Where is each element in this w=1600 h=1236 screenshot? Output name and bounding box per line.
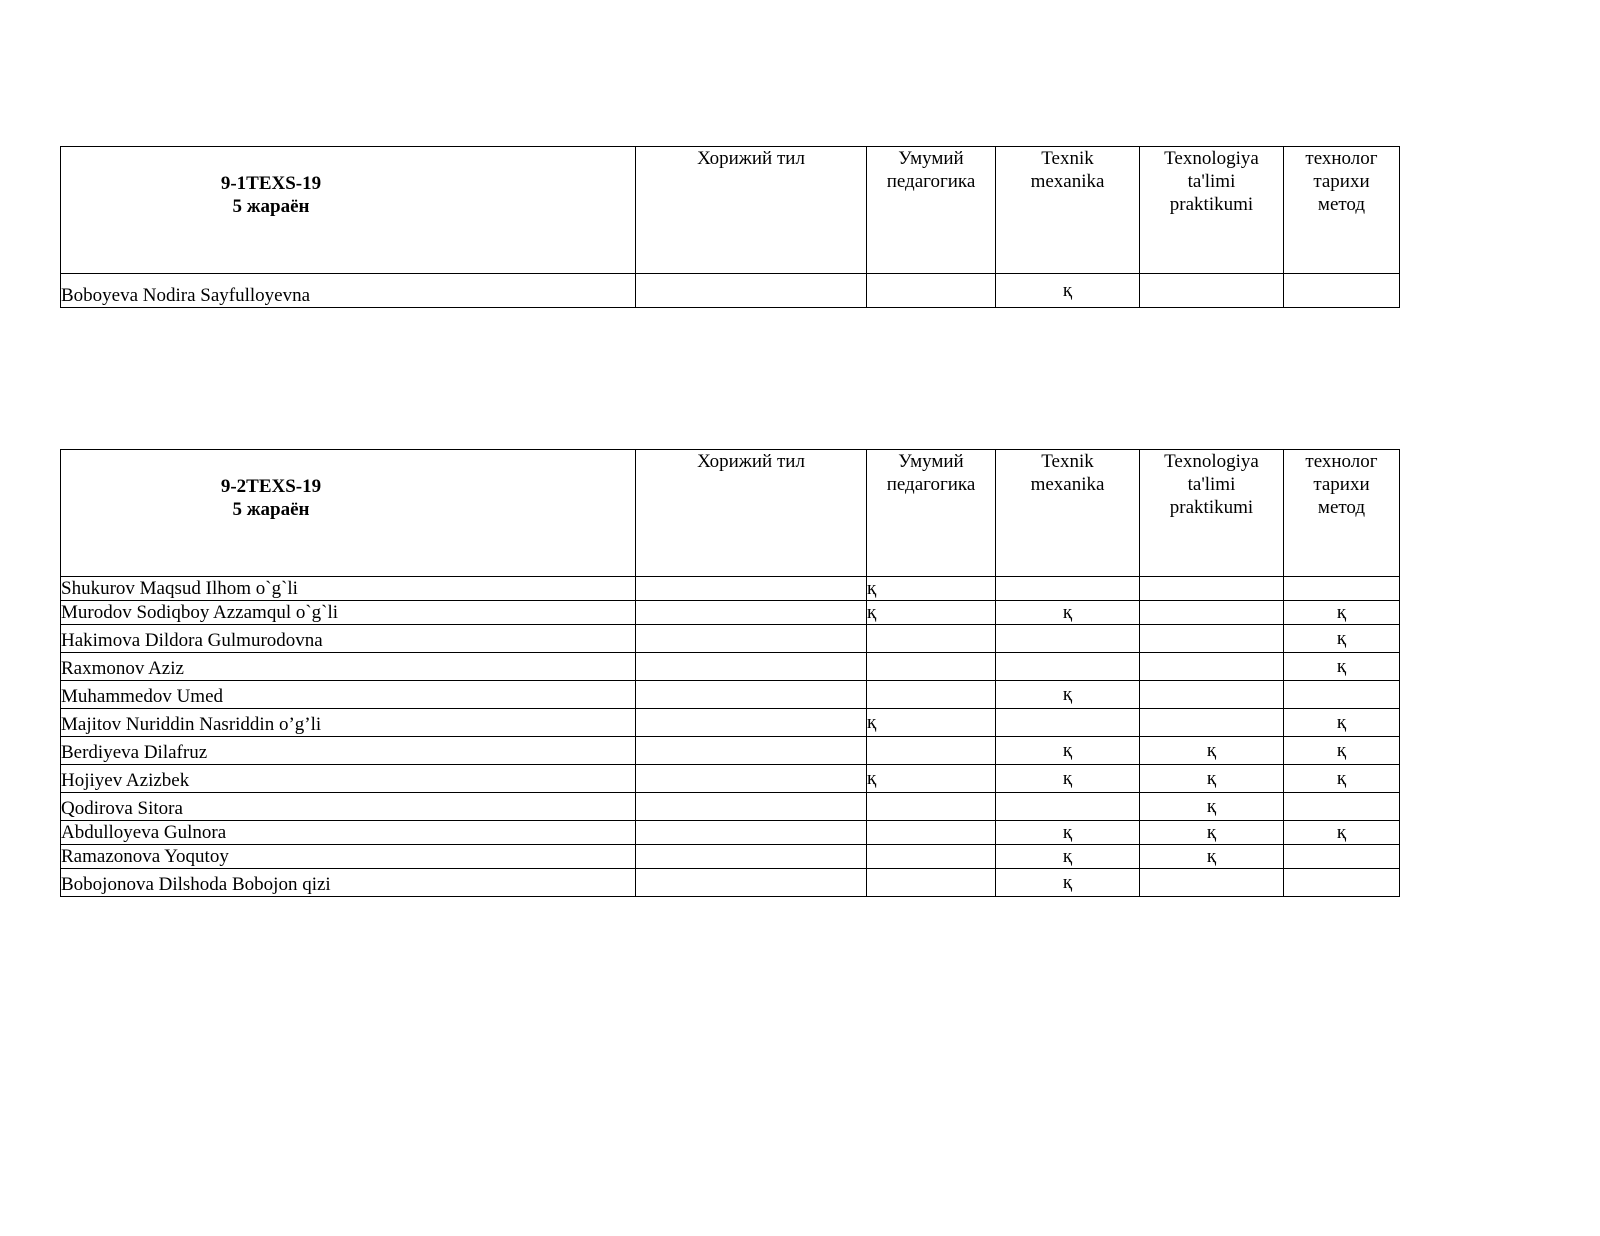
grade-mark bbox=[1140, 709, 1284, 737]
grade-mark: қ bbox=[867, 577, 996, 601]
subject-label: Умумий педагогика bbox=[886, 451, 976, 495]
subject-label: технолог тарихи метод bbox=[1305, 451, 1378, 518]
grade-mark bbox=[636, 869, 867, 897]
grade-mark: қ bbox=[1284, 709, 1400, 737]
grade-mark bbox=[636, 653, 867, 681]
subject-header bbox=[867, 147, 996, 274]
grade-mark bbox=[1140, 274, 1284, 308]
grade-mark bbox=[1140, 869, 1284, 897]
grade-mark: қ bbox=[1284, 625, 1400, 653]
grade-mark bbox=[636, 274, 867, 308]
grade-mark: қ bbox=[1140, 737, 1284, 765]
grade-mark bbox=[1284, 793, 1400, 821]
subject-label: Texnik mexanika bbox=[1030, 451, 1105, 495]
subject-header bbox=[1284, 147, 1400, 274]
student-name: Muhammedov Umed bbox=[61, 681, 636, 709]
grade-mark: қ bbox=[867, 765, 996, 793]
grade-mark: қ bbox=[1284, 653, 1400, 681]
grade-mark: қ bbox=[996, 601, 1140, 625]
student-name: Bobojonova Dilshoda Bobojon qizi bbox=[61, 869, 636, 897]
table-row bbox=[61, 274, 1400, 308]
table-row bbox=[61, 845, 1400, 869]
subject-header bbox=[1140, 147, 1284, 274]
table-row bbox=[61, 625, 1400, 653]
subject-header bbox=[1140, 450, 1284, 577]
grade-mark bbox=[867, 681, 996, 709]
table-row bbox=[61, 737, 1400, 765]
grade-mark bbox=[867, 869, 996, 897]
grade-mark: қ bbox=[1284, 737, 1400, 765]
grade-mark bbox=[996, 577, 1140, 601]
grade-mark: қ bbox=[996, 765, 1140, 793]
subject-header bbox=[1284, 450, 1400, 577]
grade-mark: қ bbox=[867, 601, 996, 625]
grade-mark: қ bbox=[996, 737, 1140, 765]
grade-mark bbox=[636, 681, 867, 709]
table-row bbox=[61, 681, 1400, 709]
grade-mark bbox=[867, 845, 996, 869]
group-name: 9-1TEXS-19 bbox=[220, 173, 322, 194]
subject-header bbox=[636, 450, 867, 577]
grade-mark: қ bbox=[867, 709, 996, 737]
student-name: Qodirova Sitora bbox=[61, 793, 636, 821]
grade-mark: қ bbox=[1284, 821, 1400, 845]
grade-mark bbox=[636, 793, 867, 821]
table-header-row bbox=[61, 147, 1400, 274]
grade-mark bbox=[1140, 653, 1284, 681]
grade-mark: қ bbox=[1284, 765, 1400, 793]
grade-mark bbox=[1284, 577, 1400, 601]
grade-mark bbox=[996, 793, 1140, 821]
group-subtitle: 5 жараён bbox=[232, 196, 310, 217]
grade-mark bbox=[636, 737, 867, 765]
grade-mark bbox=[1140, 601, 1284, 625]
grade-table-2 bbox=[60, 449, 1400, 897]
subject-header bbox=[996, 147, 1140, 274]
table-row bbox=[61, 709, 1400, 737]
table-row bbox=[61, 869, 1400, 897]
grade-mark bbox=[636, 577, 867, 601]
subject-label: Хорижий тил bbox=[697, 451, 805, 472]
grade-mark bbox=[867, 821, 996, 845]
student-name: Raxmonov Aziz bbox=[61, 653, 636, 681]
table-body bbox=[61, 274, 1400, 308]
grade-mark bbox=[867, 793, 996, 821]
grade-mark bbox=[636, 625, 867, 653]
subject-header bbox=[867, 450, 996, 577]
grade-mark: қ bbox=[1140, 845, 1284, 869]
grade-mark bbox=[867, 625, 996, 653]
subject-label: Texnik mexanika bbox=[1030, 148, 1105, 192]
group-subtitle: 5 жараён bbox=[232, 499, 310, 520]
table-row bbox=[61, 653, 1400, 681]
grade-mark bbox=[636, 601, 867, 625]
grade-mark: қ bbox=[996, 869, 1140, 897]
grade-mark: қ bbox=[996, 681, 1140, 709]
grade-mark bbox=[1284, 274, 1400, 308]
group-header-cell bbox=[61, 147, 636, 274]
grade-mark bbox=[996, 653, 1140, 681]
student-name: Ramazonova Yoqutoy bbox=[61, 845, 636, 869]
grade-mark: қ bbox=[1140, 793, 1284, 821]
grade-mark bbox=[867, 274, 996, 308]
student-name: Shukurov Maqsud Ilhom o`g`li bbox=[61, 577, 636, 601]
table-row bbox=[61, 793, 1400, 821]
grade-mark: қ bbox=[996, 821, 1140, 845]
student-name: Hojiyev Azizbek bbox=[61, 765, 636, 793]
grade-mark bbox=[1284, 869, 1400, 897]
subject-label: Texnologiya ta'limi praktikumi bbox=[1164, 148, 1259, 215]
subject-label: Умумий педагогика bbox=[886, 148, 976, 192]
grade-mark bbox=[996, 625, 1140, 653]
grade-mark bbox=[996, 709, 1140, 737]
table-row bbox=[61, 765, 1400, 793]
grade-mark bbox=[1140, 577, 1284, 601]
grade-mark: қ bbox=[996, 845, 1140, 869]
subject-label: Хорижий тил bbox=[697, 148, 805, 169]
grade-mark bbox=[636, 845, 867, 869]
student-name: Abdulloyeva Gulnora bbox=[61, 821, 636, 845]
table-row bbox=[61, 601, 1400, 625]
grade-mark bbox=[1140, 681, 1284, 709]
student-name: Hakimova Dildora Gulmurodovna bbox=[61, 625, 636, 653]
grade-mark bbox=[867, 737, 996, 765]
grade-mark bbox=[1284, 845, 1400, 869]
group-name: 9-2TEXS-19 bbox=[220, 476, 322, 497]
student-name: Majitov Nuriddin Nasriddin o’g’li bbox=[61, 709, 636, 737]
group-header-cell bbox=[61, 450, 636, 577]
grade-mark: қ bbox=[1140, 821, 1284, 845]
student-name: Berdiyeva Dilafruz bbox=[61, 737, 636, 765]
grade-mark bbox=[636, 709, 867, 737]
subject-header bbox=[996, 450, 1140, 577]
grade-mark bbox=[636, 765, 867, 793]
subject-label: Texnologiya ta'limi praktikumi bbox=[1164, 451, 1259, 518]
grade-mark bbox=[867, 653, 996, 681]
table-header-row bbox=[61, 450, 1400, 577]
grade-mark bbox=[636, 821, 867, 845]
grade-mark bbox=[1140, 625, 1284, 653]
table-body bbox=[61, 577, 1400, 897]
subject-label: технолог тарихи метод bbox=[1305, 148, 1378, 215]
grade-mark bbox=[1284, 681, 1400, 709]
student-name: Boboyeva Nodira Sayfulloyevna bbox=[61, 274, 636, 308]
subject-header bbox=[636, 147, 867, 274]
table-row bbox=[61, 821, 1400, 845]
table-row bbox=[61, 577, 1400, 601]
grade-mark: қ bbox=[1140, 765, 1284, 793]
grade-mark: қ bbox=[996, 274, 1140, 308]
grade-mark: қ bbox=[1284, 601, 1400, 625]
grade-table-1 bbox=[60, 146, 1400, 308]
student-name: Murodov Sodiqboy Azzamqul o`g`li bbox=[61, 601, 636, 625]
